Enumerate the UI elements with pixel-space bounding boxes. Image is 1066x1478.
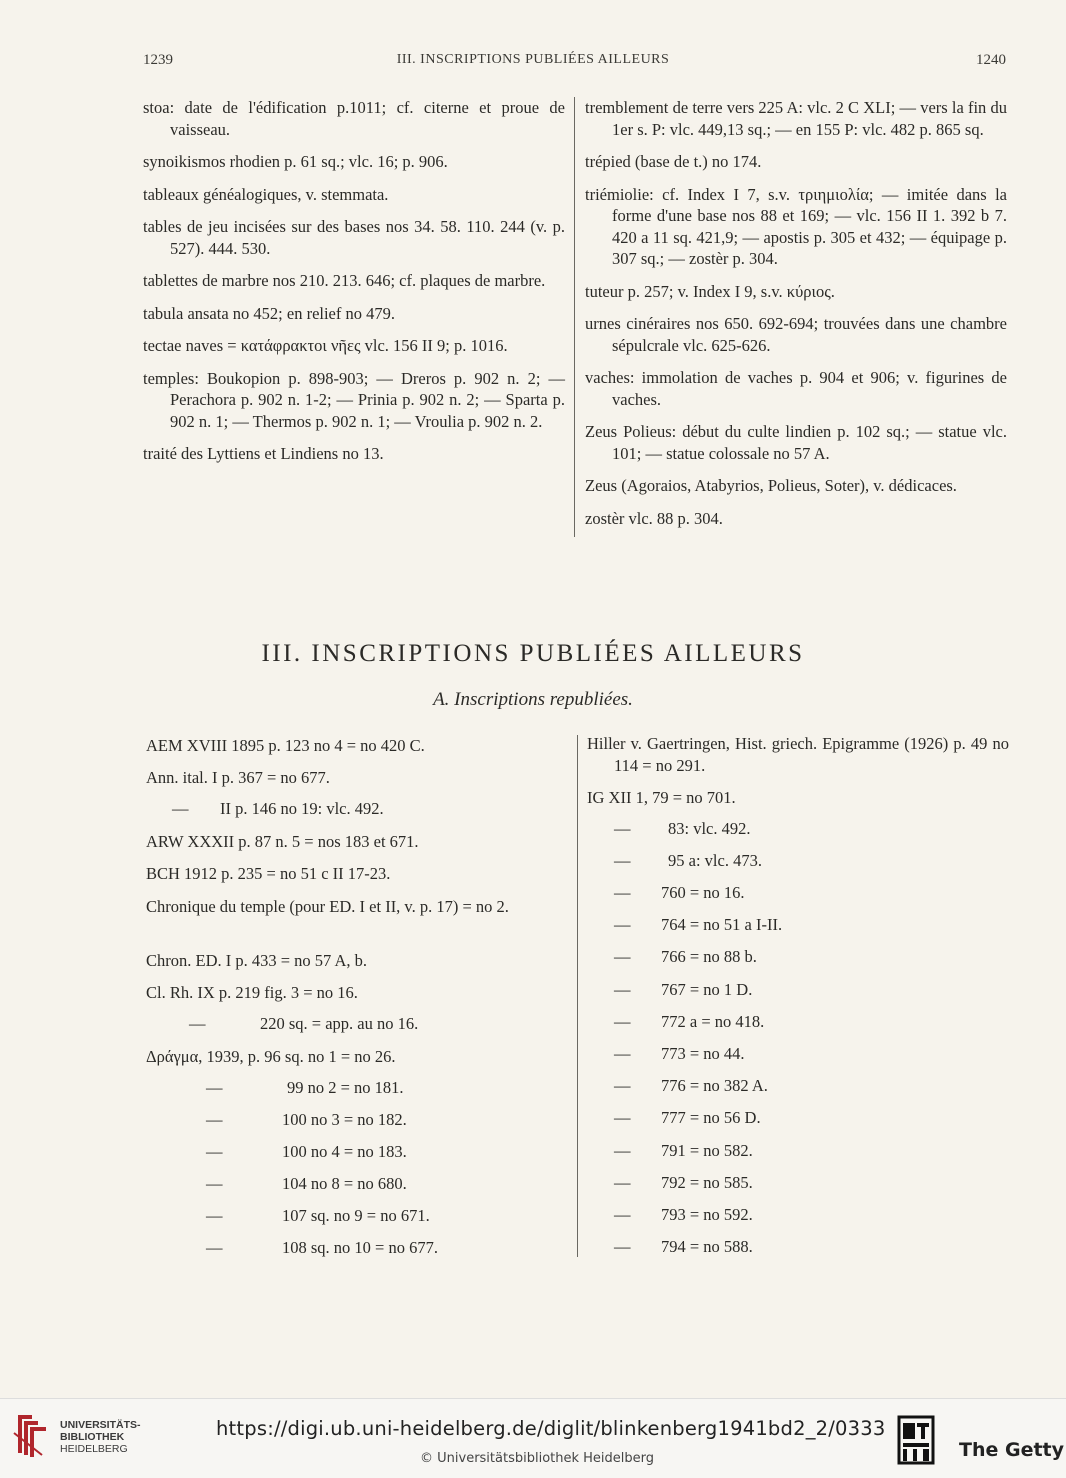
running-title: III. INSCRIPTIONS PUBLIÉES AILLEURS [396,52,670,67]
index-entry: tableaux généalogiques, v. stemmata. [143,184,389,204]
concordance-entry: 95 a: vlc. 473. [668,851,762,870]
ditto-dash: — [614,1141,631,1160]
ditto-dash: — [206,1174,223,1193]
permalink-url[interactable]: https://digi.ub.uni-heidelberg.de/diglit/blinkenberg1941bd2_2/0333 [216,1417,886,1440]
section-title: III. INSCRIPTIONS PUBLIÉES AILLEURS [261,640,805,667]
index-entry: tabula ansata no 452; en relief no 479. [143,303,396,323]
index-entry: temples: Boukopion p. 898-903; — Dreros p. 902 n. 2; — Perachora p. 902 n. 1-2; — Prinia p. 902 n. 2; — Sparta p. 902 n. 1; — Thermos p. 902 n. 1; — Vroulia p. 902 n. 2. [143,368,565,431]
ditto-dash: — [614,851,631,870]
index-column-left [143,97,565,476]
index-entry: trépied (base de t.) no 174. [585,152,762,171]
page-number-right: 1240 [976,52,1006,68]
ditto-dash: — [206,1206,223,1225]
library-name-line: UNIVERSITÄTS- [60,1419,141,1431]
concordance-entry: 760 = no 16. [661,883,745,902]
concordance-entry: 107 sq. no 9 = no 671. [282,1206,430,1225]
ditto-dash: — [614,1012,631,1031]
ditto-dash: — [614,1237,631,1256]
concordance-entry: 777 = no 56 D. [661,1108,761,1127]
concordance-entry: AEM XVIII 1895 p. 123 no 4 = no 420 C. [146,736,425,755]
concordance-entry: 100 no 3 = no 182. [282,1110,407,1129]
getty-logo-icon [897,1415,935,1465]
ditto-dash: — [614,947,631,966]
ditto-dash: — [206,1238,223,1257]
ditto-dash: — [206,1142,223,1161]
concordance-entry: 104 no 8 = no 680. [282,1174,407,1193]
ditto-dash: — [614,1173,631,1192]
concordance-entry: Ann. ital. I p. 367 = no 677. [146,768,330,787]
concordance-entry: 108 sq. no 10 = no 677. [282,1238,438,1257]
copyright-notice: © Universitätsbibliothek Heidelberg [420,1451,655,1466]
concordance-entry: Chron. ED. I p. 433 = no 57 A, b. [146,951,368,970]
index-entry: vaches: immolation de vaches p. 904 et 906; v. figurines de vaches. [585,368,1007,409]
concordance-entry: Cl. Rh. IX p. 219 fig. 3 = no 16. [146,983,358,1002]
university-library-logo-icon [12,1413,52,1457]
index-entry: synoikismos rhodien p. 61 sq.; vlc. 16; p. 906. [143,152,448,171]
index-entry: stoa: date de l'édification p.1011; cf. citerne et proue de vaisseau. [143,98,565,139]
concordance-entry: 776 = no 382 A. [661,1076,768,1095]
index-column-right [585,97,1007,540]
index-entry: urnes cinéraires nos 650. 692-694; trouvées dans une chambre sépulcrale vlc. 625-626. [585,314,1007,355]
ditto-dash: — [614,915,631,934]
section-subtitle: A. Inscriptions republiées. [433,689,633,710]
index-entry: tables de jeu incisées sur des bases nos 34. 58. 110. 244 (v. p. 527). 444. 530. [143,217,565,258]
concordance-entry: 773 = no 44. [661,1044,745,1063]
ditto-dash: — [614,819,631,838]
concordance-entry: 83: vlc. 492. [668,819,751,838]
index-entry: tablettes de marbre nos 210. 213. 646; cf. plaques de marbre. [143,271,546,290]
index-entry: traité des Lyttiens et Lindiens no 13. [143,444,384,463]
library-name-line: BIBLIOTHEK [60,1431,125,1443]
index-entry: Zeus Polieus: début du culte lindien p. 102 sq.; — statue vlc. 101; — statue colossale no 57 A. [585,422,1007,463]
column-divider-top [574,97,575,537]
index-entry: tuteur p. 257; v. Index I 9, s.v. κύριος. [585,281,835,301]
index-entry: triémiolie: cf. Index I 7, s.v. τριημιολία; — imitée dans la forme d'une base nos 88 et 169; — vlc. 156 II 1. 392 b 7. 420 a 11 sq. 421,9; — apostis p. 305 et 432; — équipage p. 307 sq.; — zostèr p. 304. [585,184,1007,268]
concordance-entry: 767 = no 1 D. [661,980,753,999]
digitization-footer [0,1398,1066,1478]
concordance-entry: 794 = no 588. [661,1237,753,1256]
ditto-dash: — [172,799,189,818]
ditto-dash: — [206,1110,223,1129]
index-entry: tectae naves = κατάφρακτοι νῆες vlc. 156 II 9; p. 1016. [143,336,508,355]
index-entry: zostèr vlc. 88 p. 304. [585,508,723,528]
concordance-entry: II p. 146 no 19: vlc. 492. [220,799,384,818]
concordance-entry: Hiller v. Gaertringen, Hist. griech. Epigramme (1926) p. 49 no 114 = no 291. [587,734,1009,775]
ditto-dash: — [189,1014,206,1033]
ditto-dash: — [614,1044,631,1063]
column-divider-bottom [577,735,578,1257]
library-name [60,1419,141,1455]
concordance-entry: 764 = no 51 a I-II. [661,915,783,934]
concordance-entry: BCH 1912 p. 235 = no 51 c II 17-23. [146,864,391,883]
getty-wordmark: The Getty [959,1439,1065,1461]
concordance-entry: 791 = no 582. [661,1141,753,1160]
concordance-entry: 772 a = no 418. [661,1012,765,1031]
page-number-left: 1239 [143,52,173,68]
concordance-entry: Δράγμα, 1939, p. 96 sq. no 1 = no 26. [146,1047,396,1066]
concordance-entry: 793 = no 592. [661,1205,753,1224]
concordance-entry: IG XII 1, 79 = no 701. [587,788,736,807]
concordance-entry: Chronique du temple (pour ED. I et II, v. p. 17) = no 2. [146,897,509,916]
ditto-dash: — [614,883,631,902]
concordance-entry: ARW XXXII p. 87 n. 5 = nos 183 et 671. [146,832,419,851]
concordance-entry: 99 no 2 = no 181. [287,1078,404,1097]
ditto-dash: — [206,1078,223,1097]
concordance-entry: 220 sq. = app. au no 16. [260,1014,419,1033]
concordance-entry: 100 no 4 = no 183. [282,1142,407,1161]
ditto-dash: — [614,1205,631,1224]
index-entry: tremblement de terre vers 225 A: vlc. 2 C XLI; — vers la fin du 1er s. P: vlc. 449,13 sq.; — en 155 P: vlc. 482 p. 865 sq. [585,98,1007,139]
ditto-dash: — [614,1076,631,1095]
ditto-dash: — [614,1108,631,1127]
ditto-dash: — [614,980,631,999]
concordance-entry: 766 = no 88 b. [661,947,757,966]
concordance-entry: 792 = no 585. [661,1173,753,1192]
index-entry: Zeus (Agoraios, Atabyrios, Polieus, Soter), v. dédicaces. [585,476,957,495]
library-name-line: HEIDELBERG [60,1443,128,1455]
